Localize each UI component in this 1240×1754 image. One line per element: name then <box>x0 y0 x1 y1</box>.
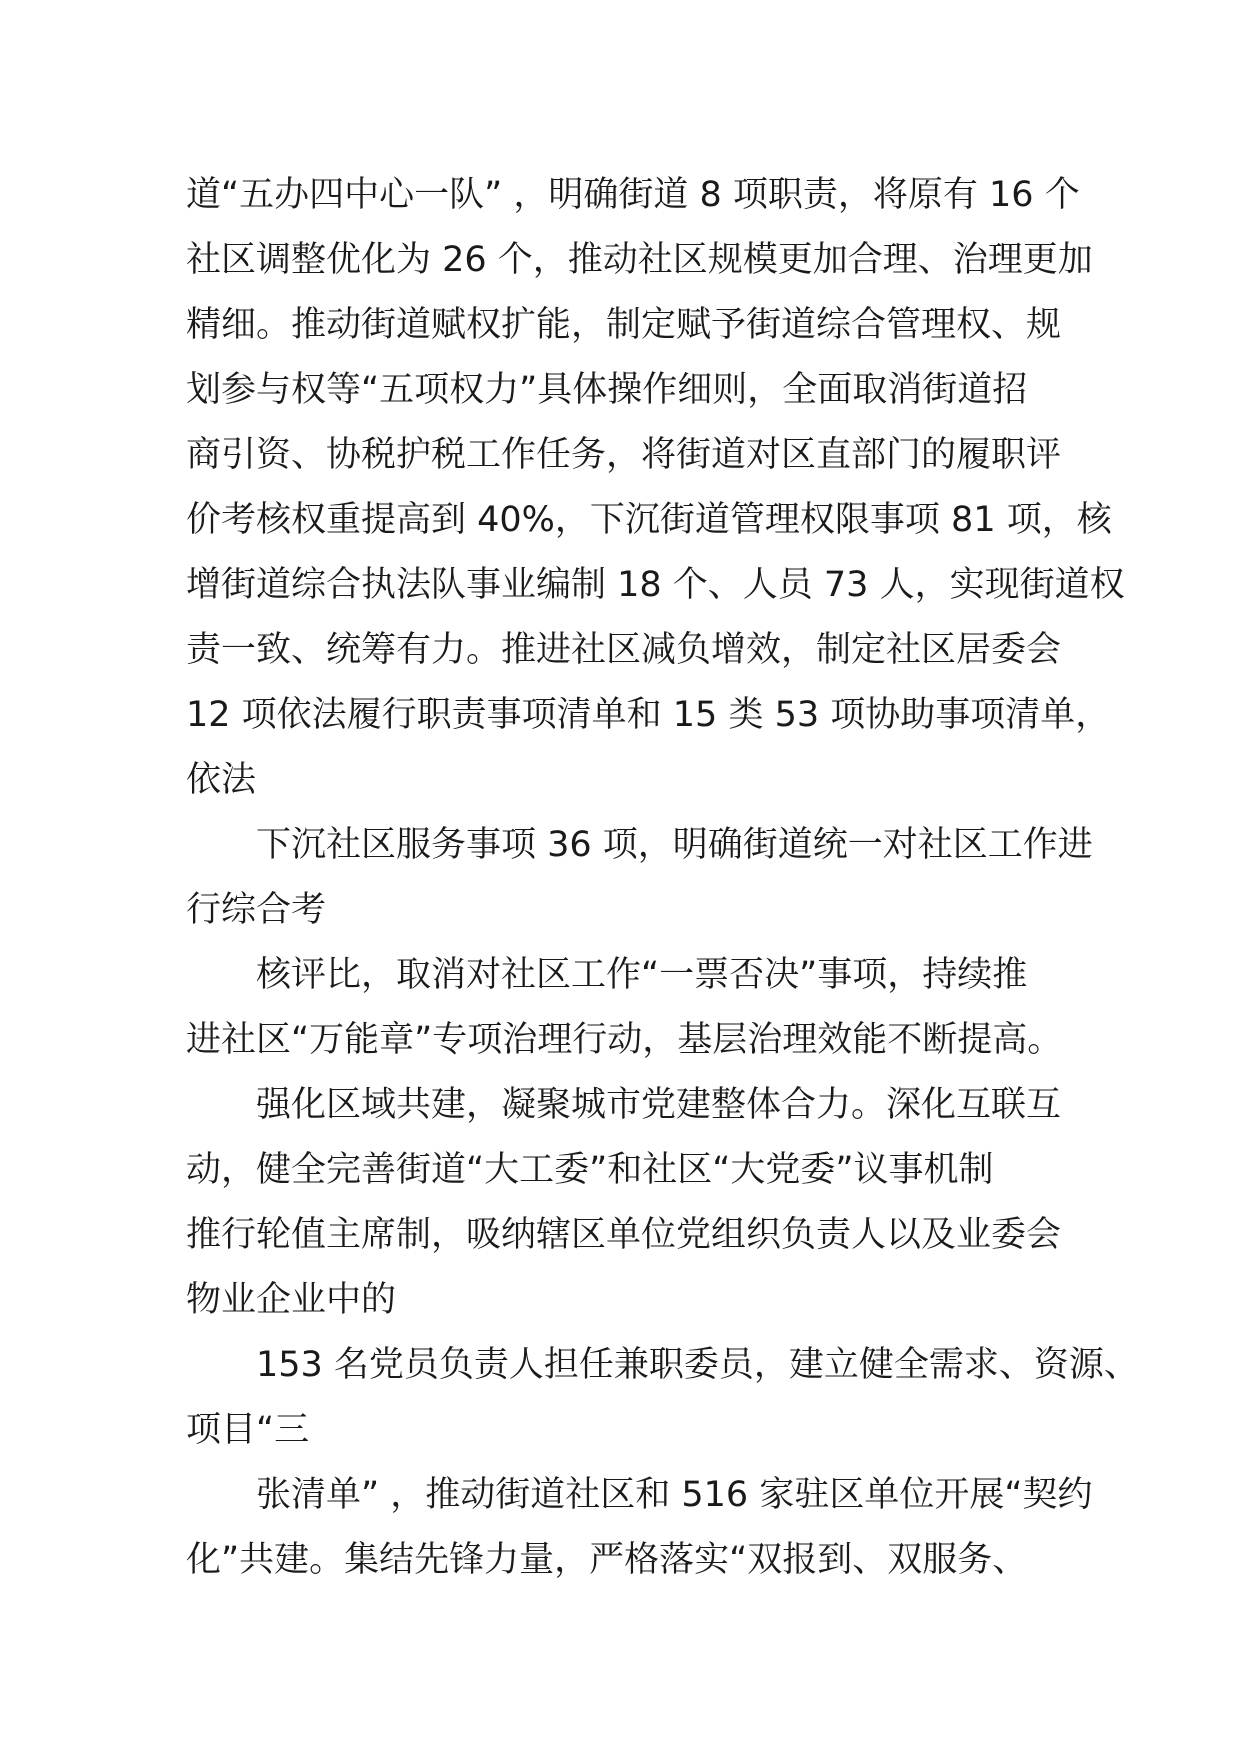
text-line: 增街道综合执法队事业编制 18 个、人员 73 人，实现街道权 <box>186 565 1125 605</box>
text-line: 进社区“万能章”专项治理行动，基层治理效能不断提高。 <box>186 1020 1063 1060</box>
body-text <box>186 163 1139 1593</box>
text-line: 项目“三 <box>186 1410 310 1450</box>
text-line: 化”共建。集结先锋力量，严格落实“双报到、双服务、 <box>186 1540 1028 1580</box>
paragraph-first-line: 强化区域共建，凝聚城市党建整体合力。深化互联互 <box>256 1085 1062 1125</box>
text-line: 动，健全完善街道“大工委”和社区“大党委”议事机制 <box>186 1150 994 1190</box>
text-line: 推行轮值主席制，吸纳辖区单位党组织负责人以及业委会 <box>186 1215 1062 1255</box>
text-line: 依法 <box>186 760 257 800</box>
text-line: 精细。推动街道赋权扩能，制定赋予街道综合管理权、规 <box>186 305 1062 345</box>
text-line: 商引资、协税护税工作任务，将街道对区直部门的履职评 <box>186 435 1062 475</box>
text-line: 价考核权重提高到 40%，下沉街道管理权限事项 81 项，核 <box>186 500 1112 540</box>
paragraph-first-line: 下沉社区服务事项 36 项，明确街道统一对社区工作进 <box>256 825 1093 865</box>
text-line: 道“五办四中心一队” ，明确街道 8 项职责，将原有 16 个 <box>186 175 1080 215</box>
text-line: 划参与权等“五项权力”具体操作细则，全面取消街道招 <box>186 370 1028 410</box>
paragraph-first-line: 153 名党员负责人担任兼职委员，建立健全需求、资源、 <box>256 1345 1139 1385</box>
text-line: 责一致、统筹有力。推进社区减负增效，制定社区居委会 <box>186 630 1062 670</box>
text-line: 物业企业中的 <box>186 1280 397 1320</box>
paragraph-first-line: 核评比，取消对社区工作“一票否决”事项，持续推 <box>256 955 1028 995</box>
paragraph-first-line: 张清单” ，推动街道社区和 516 家驻区单位开展“契约 <box>256 1475 1093 1515</box>
text-line: 社区调整优化为 26 个，推动社区规模更加合理、治理更加 <box>186 240 1093 280</box>
text-line: 12 项依法履行职责事项清单和 15 类 53 项协助事项清单， <box>186 695 1111 735</box>
text-line: 行综合考 <box>186 890 327 930</box>
